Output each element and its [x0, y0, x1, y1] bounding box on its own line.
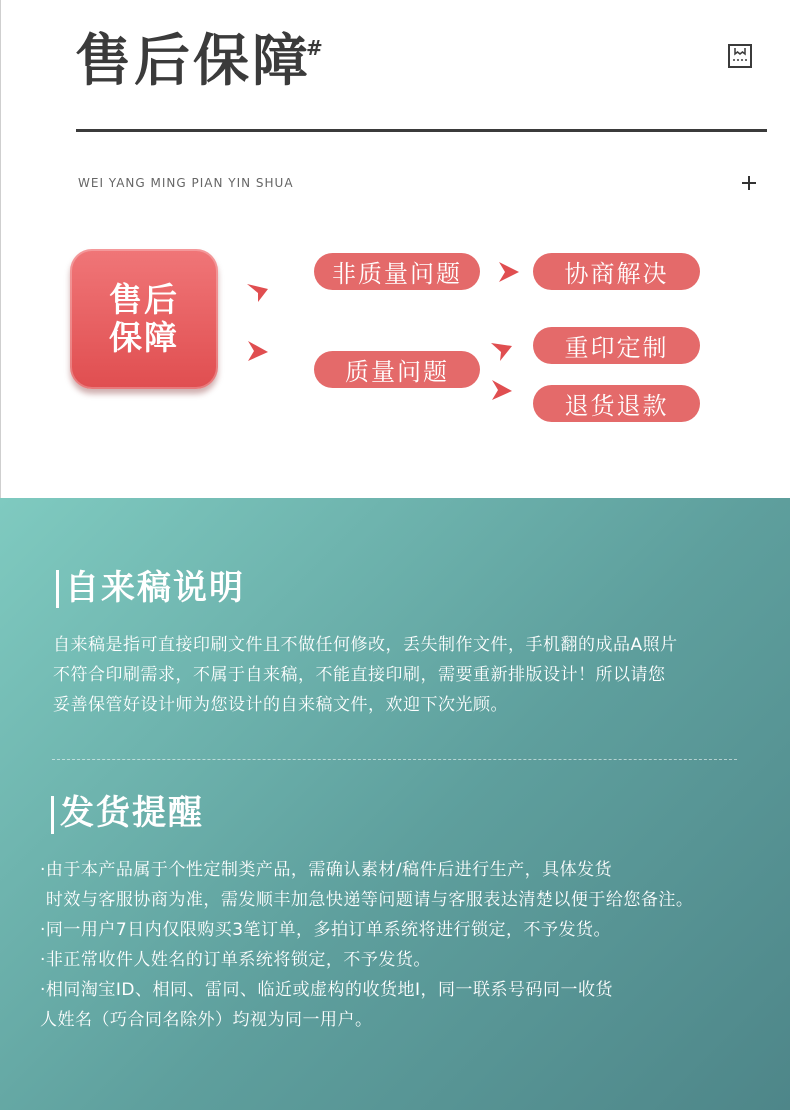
non-quality-issue-pill: 非质量问题: [314, 253, 480, 290]
title-mark: #: [306, 36, 323, 60]
box-icon: [728, 44, 752, 68]
self-draft-line: 妥善保管好设计师为您设计的自来稿文件，欢迎下次光顾。: [53, 695, 508, 715]
frame-line: [0, 0, 1, 498]
self-draft-title: 自来稿说明: [65, 568, 245, 608]
shipping-title: 发货提醒: [60, 793, 204, 833]
negotiate-pill: 协商解决: [533, 253, 700, 290]
shipping-line: ·同一用户7日内仅限购买3笔订单，多拍订单系统将进行锁定，不予发货。: [40, 920, 612, 940]
quality-issue-pill: 质量问题: [314, 351, 480, 388]
arrow-icon: [489, 340, 513, 362]
self-draft-line: 不符合印刷需求，不属于自来稿，不能直接印刷，需要重新排版设计！所以请您: [53, 665, 666, 685]
shipping-line: ·非正常收件人姓名的订单系统将锁定，不予发货。: [40, 950, 431, 970]
subtitle: WEI YANG MING PIAN YIN SHUA: [78, 176, 294, 190]
after-sales-box-line-2: 保障: [109, 318, 179, 357]
arrow-icon: [245, 340, 269, 362]
shipping-line: ·由于本产品属于个性定制类产品，需确认素材/稿件后进行生产，具体发货: [40, 860, 613, 880]
shipping-line: 人姓名（巧合同名除外）均视为同一用户。: [40, 1010, 373, 1030]
section-bar: [51, 796, 54, 834]
page-title: 售后保障: [75, 29, 311, 94]
after-sales-box: [70, 249, 218, 389]
refund-pill: 退货退款: [533, 385, 700, 422]
self-draft-text: [53, 630, 678, 720]
arrow-icon: [496, 261, 520, 283]
shipping-line: ·相同淘宝ID、相同、雷同、临近或虚构的收货地I，同一联系号码同一收货: [40, 980, 614, 1000]
after-sales-box-line-1: 售后: [109, 280, 179, 319]
section-bar: [56, 570, 59, 608]
plus-icon[interactable]: [741, 175, 757, 191]
arrow-icon: [245, 281, 269, 303]
after-sales-box-label: [104, 281, 184, 357]
notice-section: [0, 498, 790, 1110]
arrow-icon: [489, 379, 513, 401]
shipping-text: [40, 855, 693, 1035]
reprint-pill: 重印定制: [533, 327, 700, 364]
self-draft-line: 自来稿是指可直接印刷文件且不做任何修改，丢失制作文件，手机翻的成品A照片: [53, 635, 678, 655]
title-divider: [76, 129, 767, 132]
after-sales-section: [0, 0, 790, 498]
shipping-line: 时效与客服协商为准，需发顺丰加急快递等问题请与客服表达清楚以便于给您备注。: [40, 890, 694, 910]
dashed-divider: [52, 759, 737, 760]
